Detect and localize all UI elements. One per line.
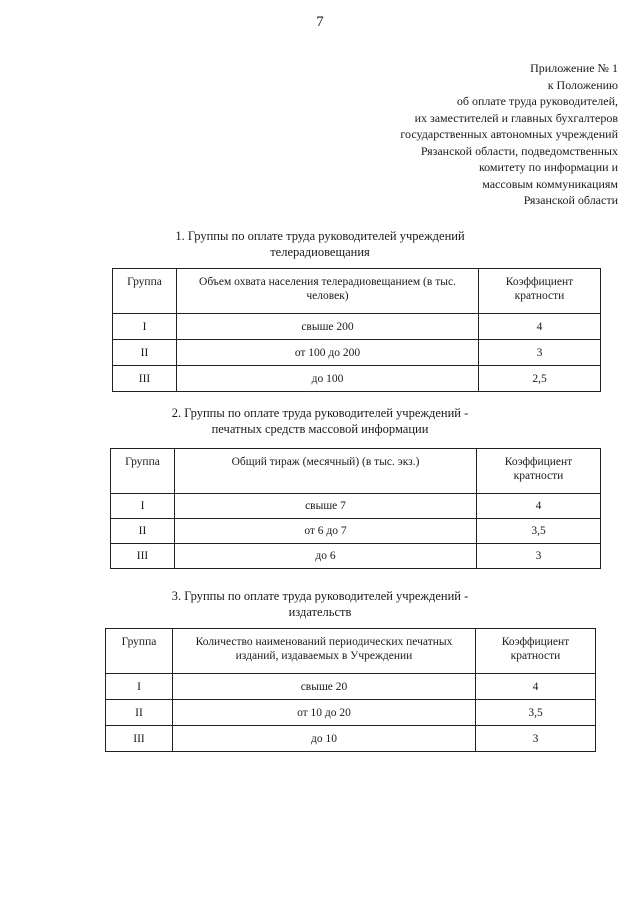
table-cell: 3 [479, 340, 601, 366]
section-title-line: 1. Группы по оплате труда руководителей учреждений [175, 229, 465, 243]
appendix-line: Приложение № 1 [530, 61, 618, 75]
table-row [111, 519, 601, 544]
table-cell: от 100 до 200 [177, 340, 479, 366]
table-cell: 4 [479, 314, 601, 340]
table-cell: от 6 до 7 [175, 519, 477, 544]
table-row [111, 494, 601, 519]
table-header-row [111, 449, 601, 494]
table-header-row [113, 269, 601, 314]
appendix-header [318, 60, 618, 209]
table-cell: до 100 [177, 366, 479, 392]
header-cell: Общий тираж (месячный) (в тыс. экз.) [175, 449, 477, 494]
section-title-line: печатных средств массовой информации [211, 422, 429, 436]
section-1-table [112, 268, 601, 392]
section-title-line: 3. Группы по оплате труда руководителей учреждений - [171, 589, 469, 603]
table-cell: 3 [477, 544, 601, 569]
header-cell: Группа [106, 629, 173, 674]
table-cell: до 6 [175, 544, 477, 569]
table-cell: до 10 [173, 726, 476, 752]
table-row [113, 314, 601, 340]
table-cell: III [111, 544, 175, 569]
appendix-line: их заместителей и главных бухгалтеров [414, 110, 618, 125]
table-cell: 2,5 [479, 366, 601, 392]
section-3-table [105, 628, 596, 752]
header-cell: Объем охвата населения телерадиовещанием (в тыс. человек) [177, 269, 479, 314]
table-cell: 3 [476, 726, 596, 752]
section-title-line: 2. Группы по оплате труда руководителей учреждений - [171, 406, 469, 420]
appendix-line: государственных автономных учреждений [400, 127, 618, 141]
section-2-title [0, 405, 640, 437]
table-cell: III [106, 726, 173, 752]
table-row [111, 544, 601, 569]
table-cell: I [111, 494, 175, 519]
header-cell: Группа [111, 449, 175, 494]
section-2-table [110, 448, 601, 569]
section-3-title [0, 588, 640, 620]
header-cell: Коэффициент кратности [477, 449, 601, 494]
appendix-line: об оплате труда руководителей, [456, 94, 618, 108]
table-cell: 3,5 [476, 700, 596, 726]
table-cell: I [113, 314, 177, 340]
table-cell: 4 [476, 674, 596, 700]
appendix-line: Рязанской области, подведомственных [420, 143, 618, 158]
appendix-line: Рязанской области [523, 193, 618, 207]
table-cell: 3,5 [477, 519, 601, 544]
table-cell: 4 [477, 494, 601, 519]
table-row [113, 340, 601, 366]
table-row [113, 366, 601, 392]
section-title-line: издательств [288, 605, 352, 619]
table-row [106, 726, 596, 752]
section-1-title [0, 228, 640, 260]
table-row [106, 674, 596, 700]
section-title-line: телерадиовещания [270, 245, 370, 259]
appendix-line: комитету по информации и [478, 160, 618, 174]
table-cell: свыше 200 [177, 314, 479, 340]
table-cell: II [113, 340, 177, 366]
table-cell: свыше 20 [173, 674, 476, 700]
header-cell: Группа [113, 269, 177, 314]
table-cell: III [113, 366, 177, 392]
table-row [106, 700, 596, 726]
table-cell: от 10 до 20 [173, 700, 476, 726]
appendix-line: к Положению [547, 77, 618, 92]
table-cell: II [106, 700, 173, 726]
page-number: 7 [316, 14, 324, 30]
header-cell: Количество наименований периодических печатных изданий, издаваемых в Учреждении [173, 629, 476, 674]
table-header-row [106, 629, 596, 674]
table-cell: II [111, 519, 175, 544]
header-cell: Коэффициент кратности [476, 629, 596, 674]
table-cell: I [106, 674, 173, 700]
header-cell: Коэффициент кратности [479, 269, 601, 314]
table-cell: свыше 7 [175, 494, 477, 519]
appendix-line: массовым коммуникациям [482, 176, 618, 191]
